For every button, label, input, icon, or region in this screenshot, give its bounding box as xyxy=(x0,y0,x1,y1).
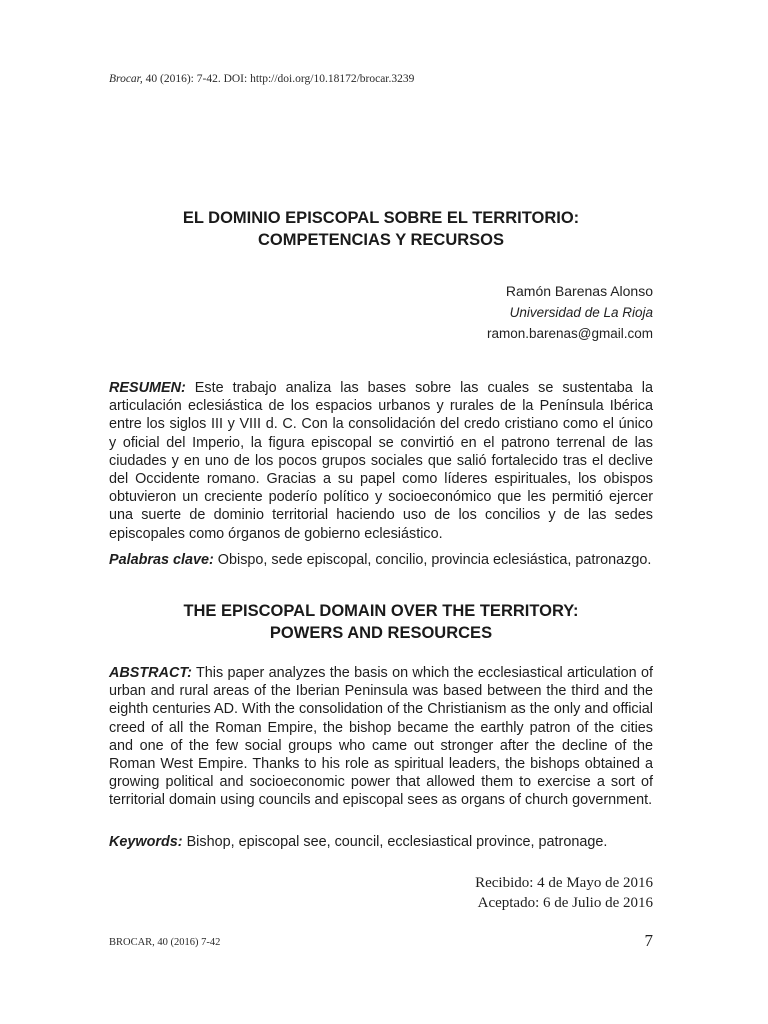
english-abstract-text: This paper analyzes the basis on which the ecclesiastical articulation of urban and rural areas of the Iberian Peninsula was based between the third and the eighth centuries AD. With the consolidation of the Christianism as the only and official creed of all the Roman Empire, the bishop became the earthly patron of the cities and one of the few social groups who came out stronger after the decline of the Roman West Empire. Thanks to his role as spiritual leaders, the bishops obtained a growing political and socioeconomic power that allowed them to exercise a sort of territorial domain using councils and episcopal sees as organs of church government. xyxy=(109,665,653,809)
english-keywords-text: Bishop, episcopal see, council, ecclesiastical province, patronage. xyxy=(182,834,608,850)
english-title-line-1: THE EPISCOPAL DOMAIN OVER THE TERRITORY: xyxy=(183,602,579,620)
english-keywords-label: Keywords: xyxy=(109,834,183,850)
english-title xyxy=(109,600,653,644)
submission-dates xyxy=(380,873,653,913)
spanish-abstract xyxy=(109,379,653,543)
journal-name: Brocar, xyxy=(109,73,143,85)
english-abstract xyxy=(109,664,653,810)
english-title-line-2: POWERS AND RESOURCES xyxy=(269,624,493,642)
english-keywords xyxy=(109,833,669,851)
spanish-title xyxy=(109,207,653,251)
author-block xyxy=(380,281,653,344)
spanish-keywords xyxy=(109,551,669,569)
header-citation xyxy=(109,73,669,85)
author-name: Ramón Barenas Alonso xyxy=(505,283,653,299)
spanish-title-line-2: COMPETENCIAS Y RECURSOS xyxy=(257,231,505,249)
english-abstract-label: ABSTRACT: xyxy=(109,665,192,681)
footer-journal-ref: BROCAR, 40 (2016) 7-42 xyxy=(109,937,221,948)
spanish-keywords-text: Obispo, sede episcopal, concilio, provincia eclesiástica, patronazgo. xyxy=(213,552,652,568)
page-number: 7 xyxy=(644,931,653,950)
spanish-title-line-1: EL DOMINIO EPISCOPAL SOBRE EL TERRITORIO: xyxy=(182,209,580,227)
accepted-date: Aceptado: 6 de Julio de 2016 xyxy=(477,895,653,911)
spanish-abstract-text: Este trabajo analiza las bases sobre las cuales se sustentaba la articulación eclesiástica de los espacios urbanos y rurales de la Península Ibérica entre los siglos III y VIII d. C. Con la consolidación del credo cristiano como el único y oficial del Imperio, la figura episcopal se convirtió en el patrono terrenal de las ciudades y en uno de los pocos grupos sociales que salió fortalecido tras el declive del Occidente romano. Gracias a su papel como líderes espirituales, los obispos obtuvieron un creciente poderío político y socioeconómico que les permitió ejercer una suerte de dominio territorial haciendo uso de los concilios y de las sedes episcopales como órganos de gobierno eclesiástico. xyxy=(109,380,653,542)
citation-doi: 40 (2016): 7-42. DOI: http://doi.org/10.18172/brocar.3239 xyxy=(142,73,415,85)
spanish-abstract-label: RESUMEN: xyxy=(109,380,186,396)
author-affiliation: Universidad de La Rioja xyxy=(509,305,653,320)
author-email: ramon.barenas@gmail.com xyxy=(486,326,653,341)
received-date: Recibido: 4 de Mayo de 2016 xyxy=(475,875,653,891)
spanish-keywords-label: Palabras clave: xyxy=(109,552,214,568)
